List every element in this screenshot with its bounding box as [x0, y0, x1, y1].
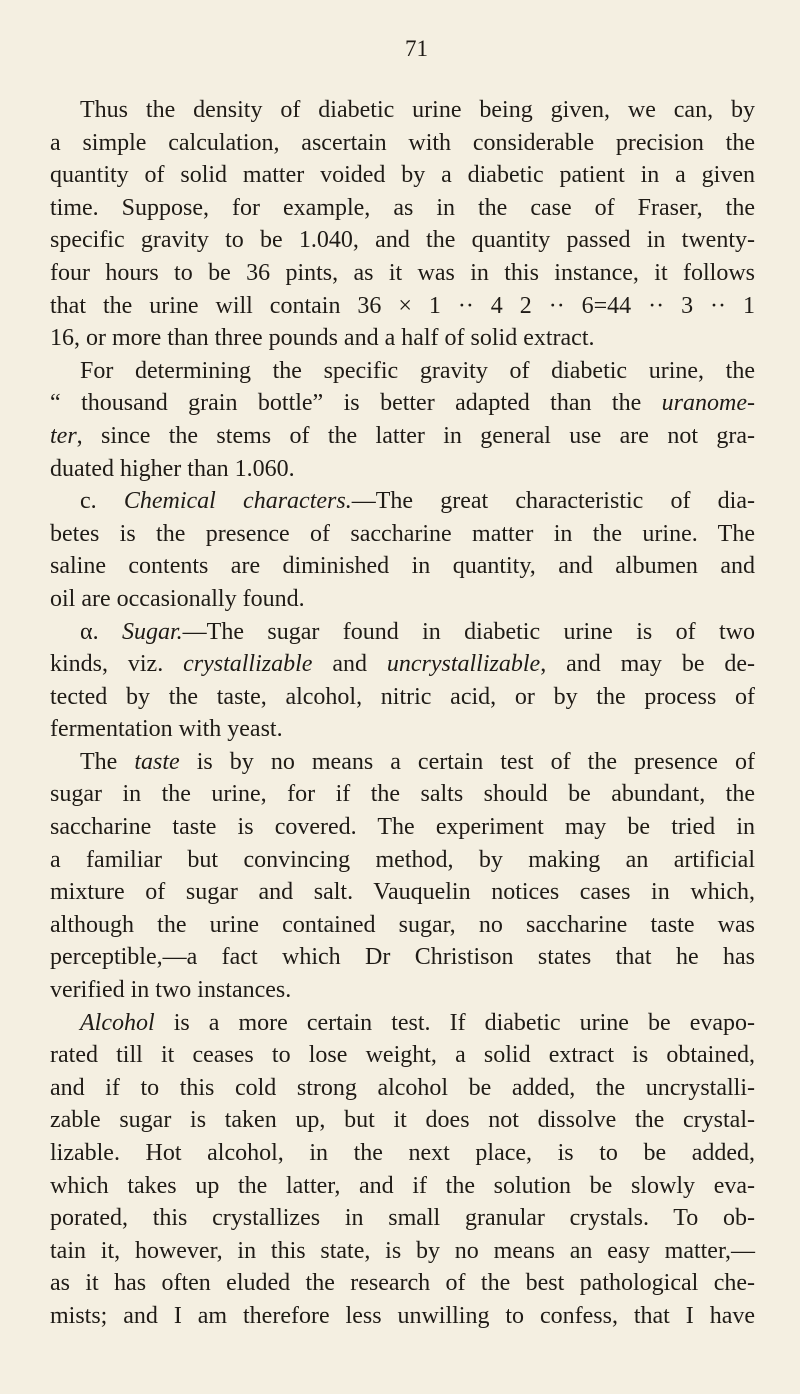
text-line: verified in two instances. — [50, 977, 292, 1004]
italic-run: taste — [134, 748, 180, 775]
text-line — [50, 648, 755, 681]
text-run: is a more certain test. If diabetic urine be evapo- — [154, 1009, 755, 1036]
text-line: mixture of sugar and salt. Vauquelin notices cases in which, — [50, 879, 755, 906]
italic-run: uncrystallizable — [386, 651, 541, 678]
italic-run: Sugar. — [121, 618, 183, 645]
page-number: 71 — [405, 36, 428, 61]
text-line: For determining the specific gravity of diabetic urine, the — [80, 357, 755, 384]
text-line: tain it, however, in this state, is by no means an easy matter,— — [50, 1237, 755, 1264]
text-line — [50, 1007, 755, 1040]
text-line: oil are occasionally found. — [50, 585, 305, 612]
text-line — [50, 746, 755, 779]
text-line: and if to this cold strong alcohol be added, the uncrystalli- — [50, 1074, 755, 1101]
text-run: , and may be de- — [540, 651, 755, 678]
text-line: quantity of solid matter voided by a diabetic patient in a given — [50, 162, 755, 189]
text-run: —The sugar found in diabetic urine is of two — [182, 618, 755, 645]
text-line: Thus the density of diabetic urine being given, we can, by — [80, 97, 755, 123]
text-line: that the urine will contain 36 × 1 ·· 4 2 ·· 6=44 ·· 3 ·· 1 — [50, 292, 755, 319]
text-line: duated higher than 1.060. — [50, 455, 295, 482]
text-line: which takes up the latter, and if the solution be slowly eva- — [50, 1172, 755, 1199]
text-line: saline contents are diminished in quantity, and albumen and — [50, 553, 755, 580]
body-text — [50, 94, 755, 1333]
text-line: specific gravity to be 1.040, and the quantity passed in twenty- — [50, 227, 755, 254]
text-line: although the urine contained sugar, no saccharine taste was — [50, 911, 755, 938]
text-line: as it has often eluded the research of the best pathological che- — [50, 1270, 755, 1297]
text-line — [50, 485, 755, 518]
text-line: a familiar but convincing method, by making an artificial — [50, 846, 755, 873]
text-run: c. — [80, 488, 124, 515]
text-line — [50, 420, 755, 453]
text-line: sugar in the urine, for if the salts should be abundant, the — [50, 781, 755, 808]
text-line: a simple calculation, ascertain with considerable precision the — [50, 129, 755, 156]
text-line: betes is the presence of saccharine matter in the urine. The — [50, 520, 755, 547]
italic-run: Alcohol — [80, 1009, 155, 1036]
document-page — [50, 34, 755, 1333]
text-run: kinds, viz. — [50, 651, 184, 678]
text-line: rated till it ceases to lose weight, a solid extract is obtained, — [50, 1042, 755, 1069]
text-line: porated, this crystallizes in small granular crystals. To ob- — [50, 1205, 755, 1232]
italic-run: Chemical characters. — [123, 488, 352, 515]
text-line: four hours to be 36 pints, as it was in this instance, it follows — [50, 259, 755, 286]
text-line: zable sugar is taken up, but it does not dissolve the crystal- — [50, 1107, 755, 1134]
text-line: time. Suppose, for example, as in the case of Fraser, the — [50, 194, 755, 221]
text-run: “ thousand grain bottle” is better adapted than the — [50, 390, 662, 417]
text-run: —The great characteristic of dia- — [351, 488, 755, 515]
text-run: The — [80, 748, 135, 775]
italic-run: crystallizable — [183, 651, 313, 678]
text-line: saccharine taste is covered. The experiment may be tried in — [50, 814, 755, 841]
text-run: and — [312, 651, 387, 678]
italic-run: ter — [50, 422, 77, 449]
italic-run: uranome- — [661, 390, 755, 417]
text-line: fermentation with yeast. — [50, 716, 283, 743]
text-line: mists; and I am therefore less unwilling to confess, that I have — [50, 1302, 755, 1329]
text-run: α. — [80, 618, 122, 645]
text-line: tected by the taste, alcohol, nitric acid, or by the process of — [50, 683, 755, 710]
text-line — [50, 616, 755, 649]
text-run: is by no means a certain test of the presence of — [179, 748, 755, 775]
text-line: lizable. Hot alcohol, in the next place, is to be added, — [50, 1140, 755, 1166]
text-line: perceptible,—a fact which Dr Christison states that he has — [50, 944, 755, 971]
text-run: , since the stems of the latter in general use are not gra- — [76, 422, 755, 449]
text-line — [50, 387, 755, 420]
text-line: 16, or more than three pounds and a half of solid extract. — [50, 325, 595, 352]
